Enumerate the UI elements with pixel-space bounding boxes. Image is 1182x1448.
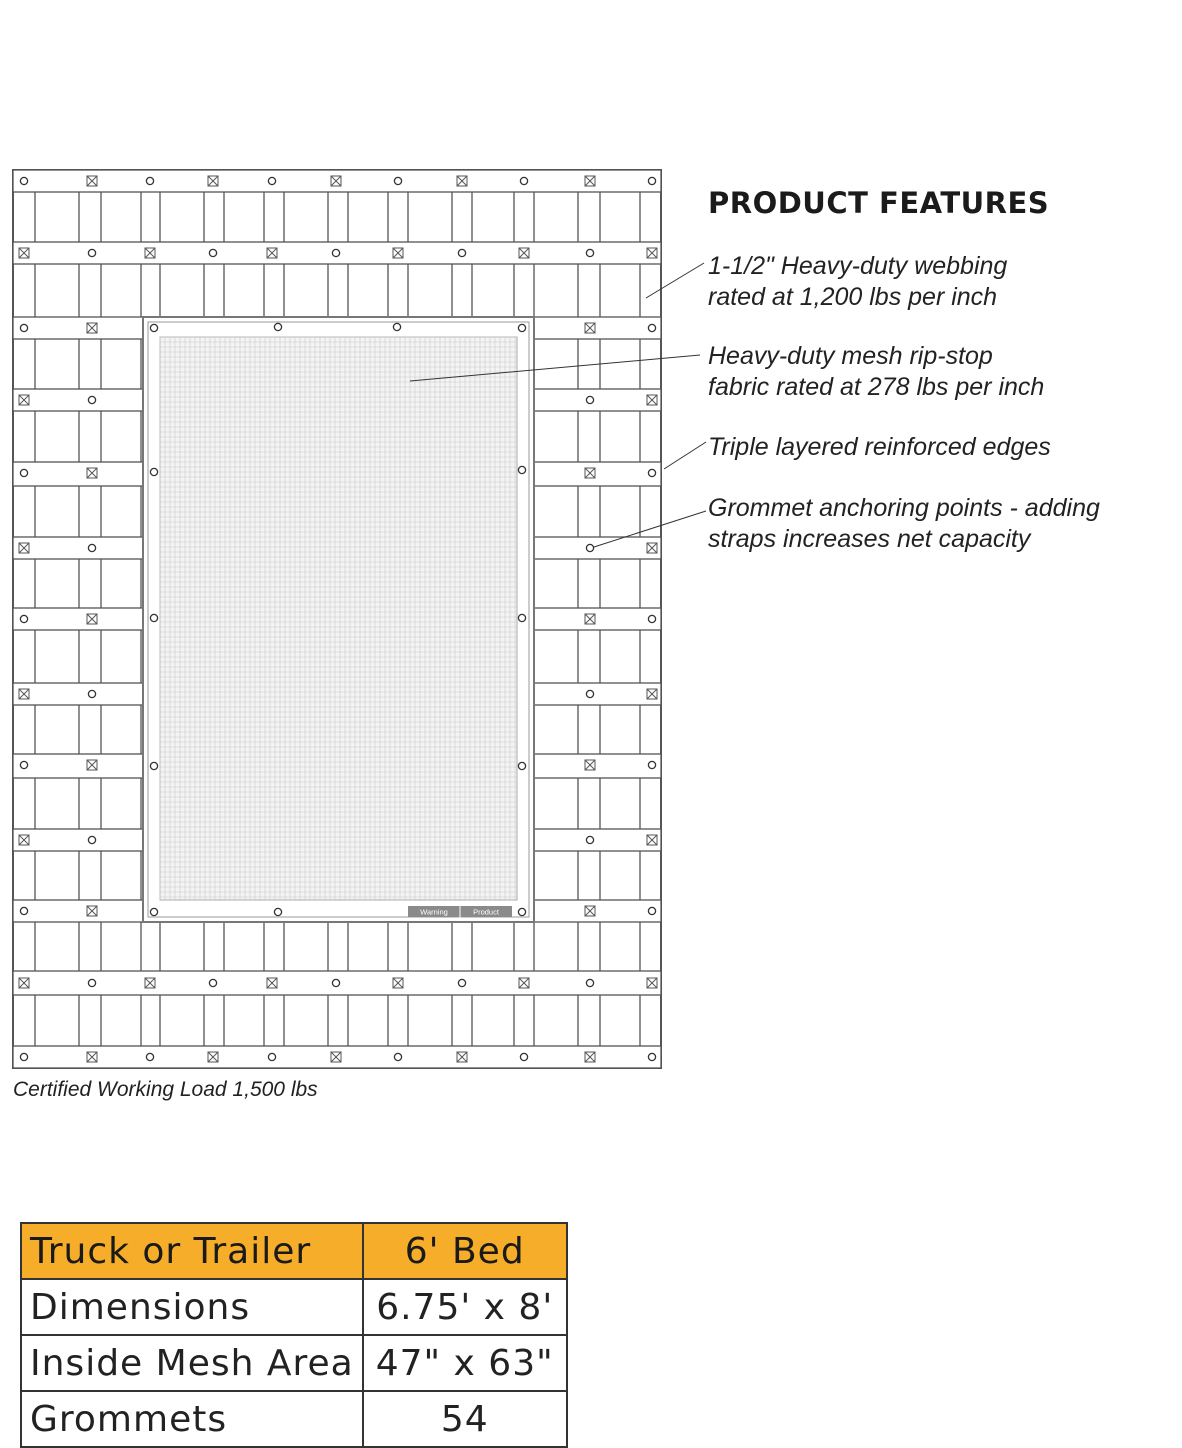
grommet bbox=[150, 908, 157, 915]
grommet bbox=[648, 324, 655, 331]
warning-tag-left: Warning bbox=[420, 907, 448, 917]
grommet bbox=[458, 979, 465, 986]
spec-table bbox=[20, 1222, 568, 1448]
reinforcement-cross bbox=[267, 978, 277, 988]
reinforcement-cross bbox=[457, 1052, 467, 1062]
grommet bbox=[648, 177, 655, 184]
grommet bbox=[586, 249, 593, 256]
feature-mesh bbox=[708, 341, 1044, 403]
grommet bbox=[518, 762, 525, 769]
reinforcement-cross bbox=[585, 468, 595, 478]
grommet bbox=[518, 614, 525, 621]
reinforcement-cross bbox=[647, 543, 657, 553]
grommet bbox=[332, 979, 339, 986]
grommet bbox=[20, 177, 27, 184]
grommet bbox=[394, 1053, 401, 1060]
edge-band bbox=[13, 317, 143, 339]
grommet bbox=[274, 323, 281, 330]
edge-band bbox=[534, 317, 661, 339]
reinforcement-cross bbox=[208, 176, 218, 186]
grommet bbox=[518, 324, 525, 331]
feature-edges-line1: Triple layered reinforced edges bbox=[708, 433, 1051, 461]
grommet bbox=[268, 1053, 275, 1060]
reinforcement-cross bbox=[87, 468, 97, 478]
feature-webbing-line2: rated at 1,200 lbs per inch bbox=[708, 283, 998, 311]
grommet bbox=[648, 907, 655, 914]
reinforcement-cross bbox=[519, 978, 529, 988]
reinforcement-cross bbox=[87, 906, 97, 916]
grommet bbox=[88, 396, 95, 403]
grommet bbox=[209, 249, 216, 256]
reinforcement-cross bbox=[87, 323, 97, 333]
table-row bbox=[21, 1391, 567, 1447]
reinforcement-cross bbox=[145, 978, 155, 988]
edge-band bbox=[13, 900, 143, 922]
grommet bbox=[332, 249, 339, 256]
horizontal-strap bbox=[534, 537, 661, 559]
reinforcement-cross bbox=[519, 248, 529, 258]
feature-grommets-line1: Grommet anchoring points - adding bbox=[708, 494, 1100, 522]
row-label: Dimensions bbox=[21, 1279, 363, 1335]
grommet bbox=[648, 615, 655, 622]
grommet bbox=[88, 544, 95, 551]
reinforcement-cross bbox=[19, 543, 29, 553]
grommet bbox=[394, 177, 401, 184]
reinforcement-cross bbox=[585, 906, 595, 916]
grommet bbox=[20, 324, 27, 331]
grommet bbox=[586, 690, 593, 697]
warning-tag bbox=[408, 904, 512, 919]
feature-grommets bbox=[708, 493, 1100, 555]
reinforcement-cross bbox=[145, 248, 155, 258]
reinforcement-cross bbox=[208, 1052, 218, 1062]
grommet bbox=[150, 614, 157, 621]
grommet bbox=[586, 836, 593, 843]
reinforcement-cross bbox=[87, 1052, 97, 1062]
reinforcement-cross bbox=[393, 978, 403, 988]
grommet bbox=[150, 324, 157, 331]
edge-band bbox=[534, 754, 661, 778]
grommet bbox=[150, 468, 157, 475]
grommet bbox=[393, 323, 400, 330]
grommet bbox=[88, 690, 95, 697]
grommet bbox=[518, 908, 525, 915]
horizontal-strap bbox=[534, 683, 661, 705]
working-load-caption: Certified Working Load 1,500 lbs bbox=[13, 1078, 318, 1101]
reinforcement-cross bbox=[585, 323, 595, 333]
row-label: Inside Mesh Area bbox=[21, 1335, 363, 1391]
grommet bbox=[20, 761, 27, 768]
grommet bbox=[150, 762, 157, 769]
grommet bbox=[88, 836, 95, 843]
reinforcement-cross bbox=[267, 248, 277, 258]
mesh-area bbox=[160, 337, 517, 900]
feature-edges bbox=[708, 432, 1051, 463]
reinforcement-cross bbox=[647, 689, 657, 699]
reinforcement-cross bbox=[585, 760, 595, 770]
horizontal-strap bbox=[534, 389, 661, 411]
reinforcement-cross bbox=[19, 395, 29, 405]
edge-band bbox=[534, 608, 661, 630]
horizontal-strap bbox=[13, 537, 143, 559]
grommet bbox=[274, 908, 281, 915]
reinforcement-cross bbox=[87, 176, 97, 186]
reinforcement-cross bbox=[585, 614, 595, 624]
reinforcement-cross bbox=[87, 614, 97, 624]
edge-band bbox=[13, 462, 143, 486]
row-value: 47" x 63" bbox=[363, 1335, 567, 1391]
grommet bbox=[586, 396, 593, 403]
warning-tag-right: Product bbox=[473, 907, 499, 917]
reinforcement-cross bbox=[393, 248, 403, 258]
grommet bbox=[586, 544, 593, 551]
feature-mesh-line1: Heavy-duty mesh rip-stop bbox=[708, 342, 993, 370]
feature-webbing bbox=[708, 251, 1007, 313]
reinforcement-cross bbox=[585, 1052, 595, 1062]
edge-band bbox=[534, 462, 661, 486]
callout-edges bbox=[664, 442, 706, 469]
edge-band bbox=[534, 900, 661, 922]
row-value: 6.75' x 8' bbox=[363, 1279, 567, 1335]
horizontal-strap bbox=[13, 829, 143, 851]
grommet bbox=[20, 1053, 27, 1060]
mesh-fabric bbox=[160, 337, 517, 900]
table-row bbox=[21, 1279, 567, 1335]
reinforcement-cross bbox=[331, 176, 341, 186]
reinforcement-cross bbox=[647, 978, 657, 988]
horizontal-strap bbox=[534, 829, 661, 851]
features-title: PRODUCT FEATURES bbox=[708, 186, 1050, 220]
grommet bbox=[20, 615, 27, 622]
horizontal-strap bbox=[13, 389, 143, 411]
grommet bbox=[20, 469, 27, 476]
grommet bbox=[520, 177, 527, 184]
grommet bbox=[648, 1053, 655, 1060]
reinforcement-cross bbox=[457, 176, 467, 186]
grommet bbox=[88, 979, 95, 986]
reinforcement-cross bbox=[19, 689, 29, 699]
reinforcement-cross bbox=[647, 395, 657, 405]
reinforcement-cross bbox=[19, 248, 29, 258]
reinforcement-cross bbox=[19, 835, 29, 845]
spec-table-header bbox=[21, 1223, 567, 1279]
grommet bbox=[458, 249, 465, 256]
reinforcement-cross bbox=[87, 760, 97, 770]
grommet bbox=[268, 177, 275, 184]
grommet bbox=[648, 469, 655, 476]
grommet bbox=[520, 1053, 527, 1060]
reinforcement-cross bbox=[647, 248, 657, 258]
grommet bbox=[20, 907, 27, 914]
row-value: 54 bbox=[363, 1391, 567, 1447]
grommet bbox=[648, 761, 655, 768]
table-row bbox=[21, 1335, 567, 1391]
horizontal-strap bbox=[13, 683, 143, 705]
header-cell-value: 6' Bed bbox=[363, 1223, 567, 1279]
reinforcement-cross bbox=[585, 176, 595, 186]
edge-band bbox=[13, 608, 143, 630]
reinforcement-cross bbox=[647, 835, 657, 845]
feature-mesh-line2: fabric rated at 278 lbs per inch bbox=[708, 373, 1045, 401]
edge-band bbox=[13, 754, 143, 778]
feature-grommets-line2: straps increases net capacity bbox=[708, 525, 1031, 553]
feature-webbing-line1: 1-1/2" Heavy-duty webbing bbox=[708, 252, 1008, 280]
grommet bbox=[518, 466, 525, 473]
reinforcement-cross bbox=[19, 978, 29, 988]
grommet bbox=[209, 979, 216, 986]
grommet bbox=[146, 177, 153, 184]
grommet bbox=[586, 979, 593, 986]
header-cell-label: Truck or Trailer bbox=[21, 1223, 363, 1279]
row-label: Grommets bbox=[21, 1391, 363, 1447]
grommet bbox=[88, 249, 95, 256]
grommet bbox=[146, 1053, 153, 1060]
reinforcement-cross bbox=[331, 1052, 341, 1062]
